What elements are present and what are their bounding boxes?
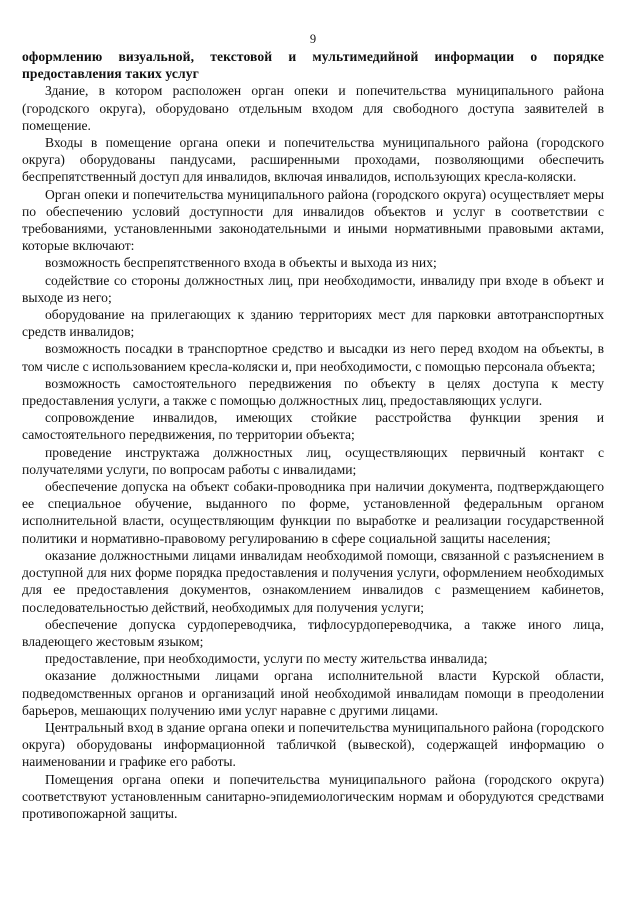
list-item: предоставление, при необходимости, услуги по месту жительства инвалида; (45, 651, 488, 667)
paragraph-premises-safety: Помещения органа опеки и попечительства муниципального района (городского округа) соответствуют установленным санитарно-эпидемиологическим нормам и оборудуются средствами противопожарной защиты. (22, 771, 604, 821)
section-heading-continuation: оформлению визуальной, текстовой и мультимедийной информации о порядке предоставления таких услуг (22, 49, 604, 82)
list-item: сопровождение инвалидов, имеющих стойкие расстройства функции зрения и самостоятельного передвижения, по территории объекта; (22, 410, 604, 443)
list-item: обеспечение допуска на объект собаки-проводника при наличии документа, подтверждающего ее специальное обучение, выданного по форме, установленной федеральным органом исполнительной власти, осуществляющим функции по выработке и реализации государственной политики и нормативно-правовому регулированию в сфере социальной защиты населения; (22, 479, 604, 546)
page-number: 9 (309, 32, 317, 46)
paragraph-building-entrance: Здание, в котором расположен орган опеки и попечительства муниципального района (городского округа), оборудовано отдельным входом для свободного доступа заявителей в помещение. (22, 83, 604, 133)
document-page (22, 30, 604, 822)
paragraph-accessibility-measures: Орган опеки и попечительства муниципального района (городского округа) осуществляет меры по обеспечению условий доступности для инвалидов объектов и услуг в соответствии с требованиями, установленными законодательными и иными нормативными правовыми актами, которые включают: (22, 186, 604, 254)
paragraph-central-entrance: Центральный вход в здание органа опеки и попечительства муниципального района (городского округа) оборудованы информационной табличкой (вывеской), содержащей информацию о наименовании и графике его работы. (22, 719, 604, 770)
list-item: проведение инструктажа должностных лиц, осуществляющих первичный контакт с получателями услуги, по вопросам работы с инвалидами; (22, 444, 604, 477)
list-item: возможность посадки в транспортное средство и высадки из него перед входом на объекты, в том числе с использованием кресла-коляски и, при необходимости, с помощью персонала объекта; (22, 341, 604, 374)
list-item: оказание должностными лицами органа исполнительной власти Курской области, подведомственных органов и организаций иной необходимой инвалидам помощи в преодолении барьеров, мешающих получению ими услуг наравне с другими лицами. (22, 668, 604, 718)
list-item: возможность беспрепятственного входа в объекты и выхода из них; (45, 255, 437, 271)
list-item: оказание должностными лицами инвалидам необходимой помощи, связанной с разъяснением в доступной для них форме порядка предоставления и получения услуги, оформлением необходимых для ее предоставления документов, ознакомлением инвалидов с размещением кабинетов, последовательностью действий, необходимых для получения услуги; (22, 547, 604, 615)
paragraph-ramps: Входы в помещение органа опеки и попечительства муниципального района (городского округа) оборудованы пандусами, расширенными проходами, позволяющими обеспечить беспрепятственный доступ для инвалидов, включая инвалидов, использующих кресла-коляски. (22, 135, 604, 185)
list-item: возможность самостоятельного передвижения по объекту в целях доступа к месту предоставления услуги, а также с помощью должностных лиц, предоставляющих услуги. (22, 375, 604, 409)
list-item: оборудование на прилегающих к зданию территориях мест для парковки автотранспортных средств инвалидов; (22, 307, 604, 340)
list-item: обеспечение допуска сурдопереводчика, тифлосурдопереводчика, а также иного лица, владеющего жестовым языком; (22, 616, 604, 649)
list-item: содействие со стороны должностных лиц, при необходимости, инвалиду при входе в объект и выходе из него; (22, 272, 604, 305)
